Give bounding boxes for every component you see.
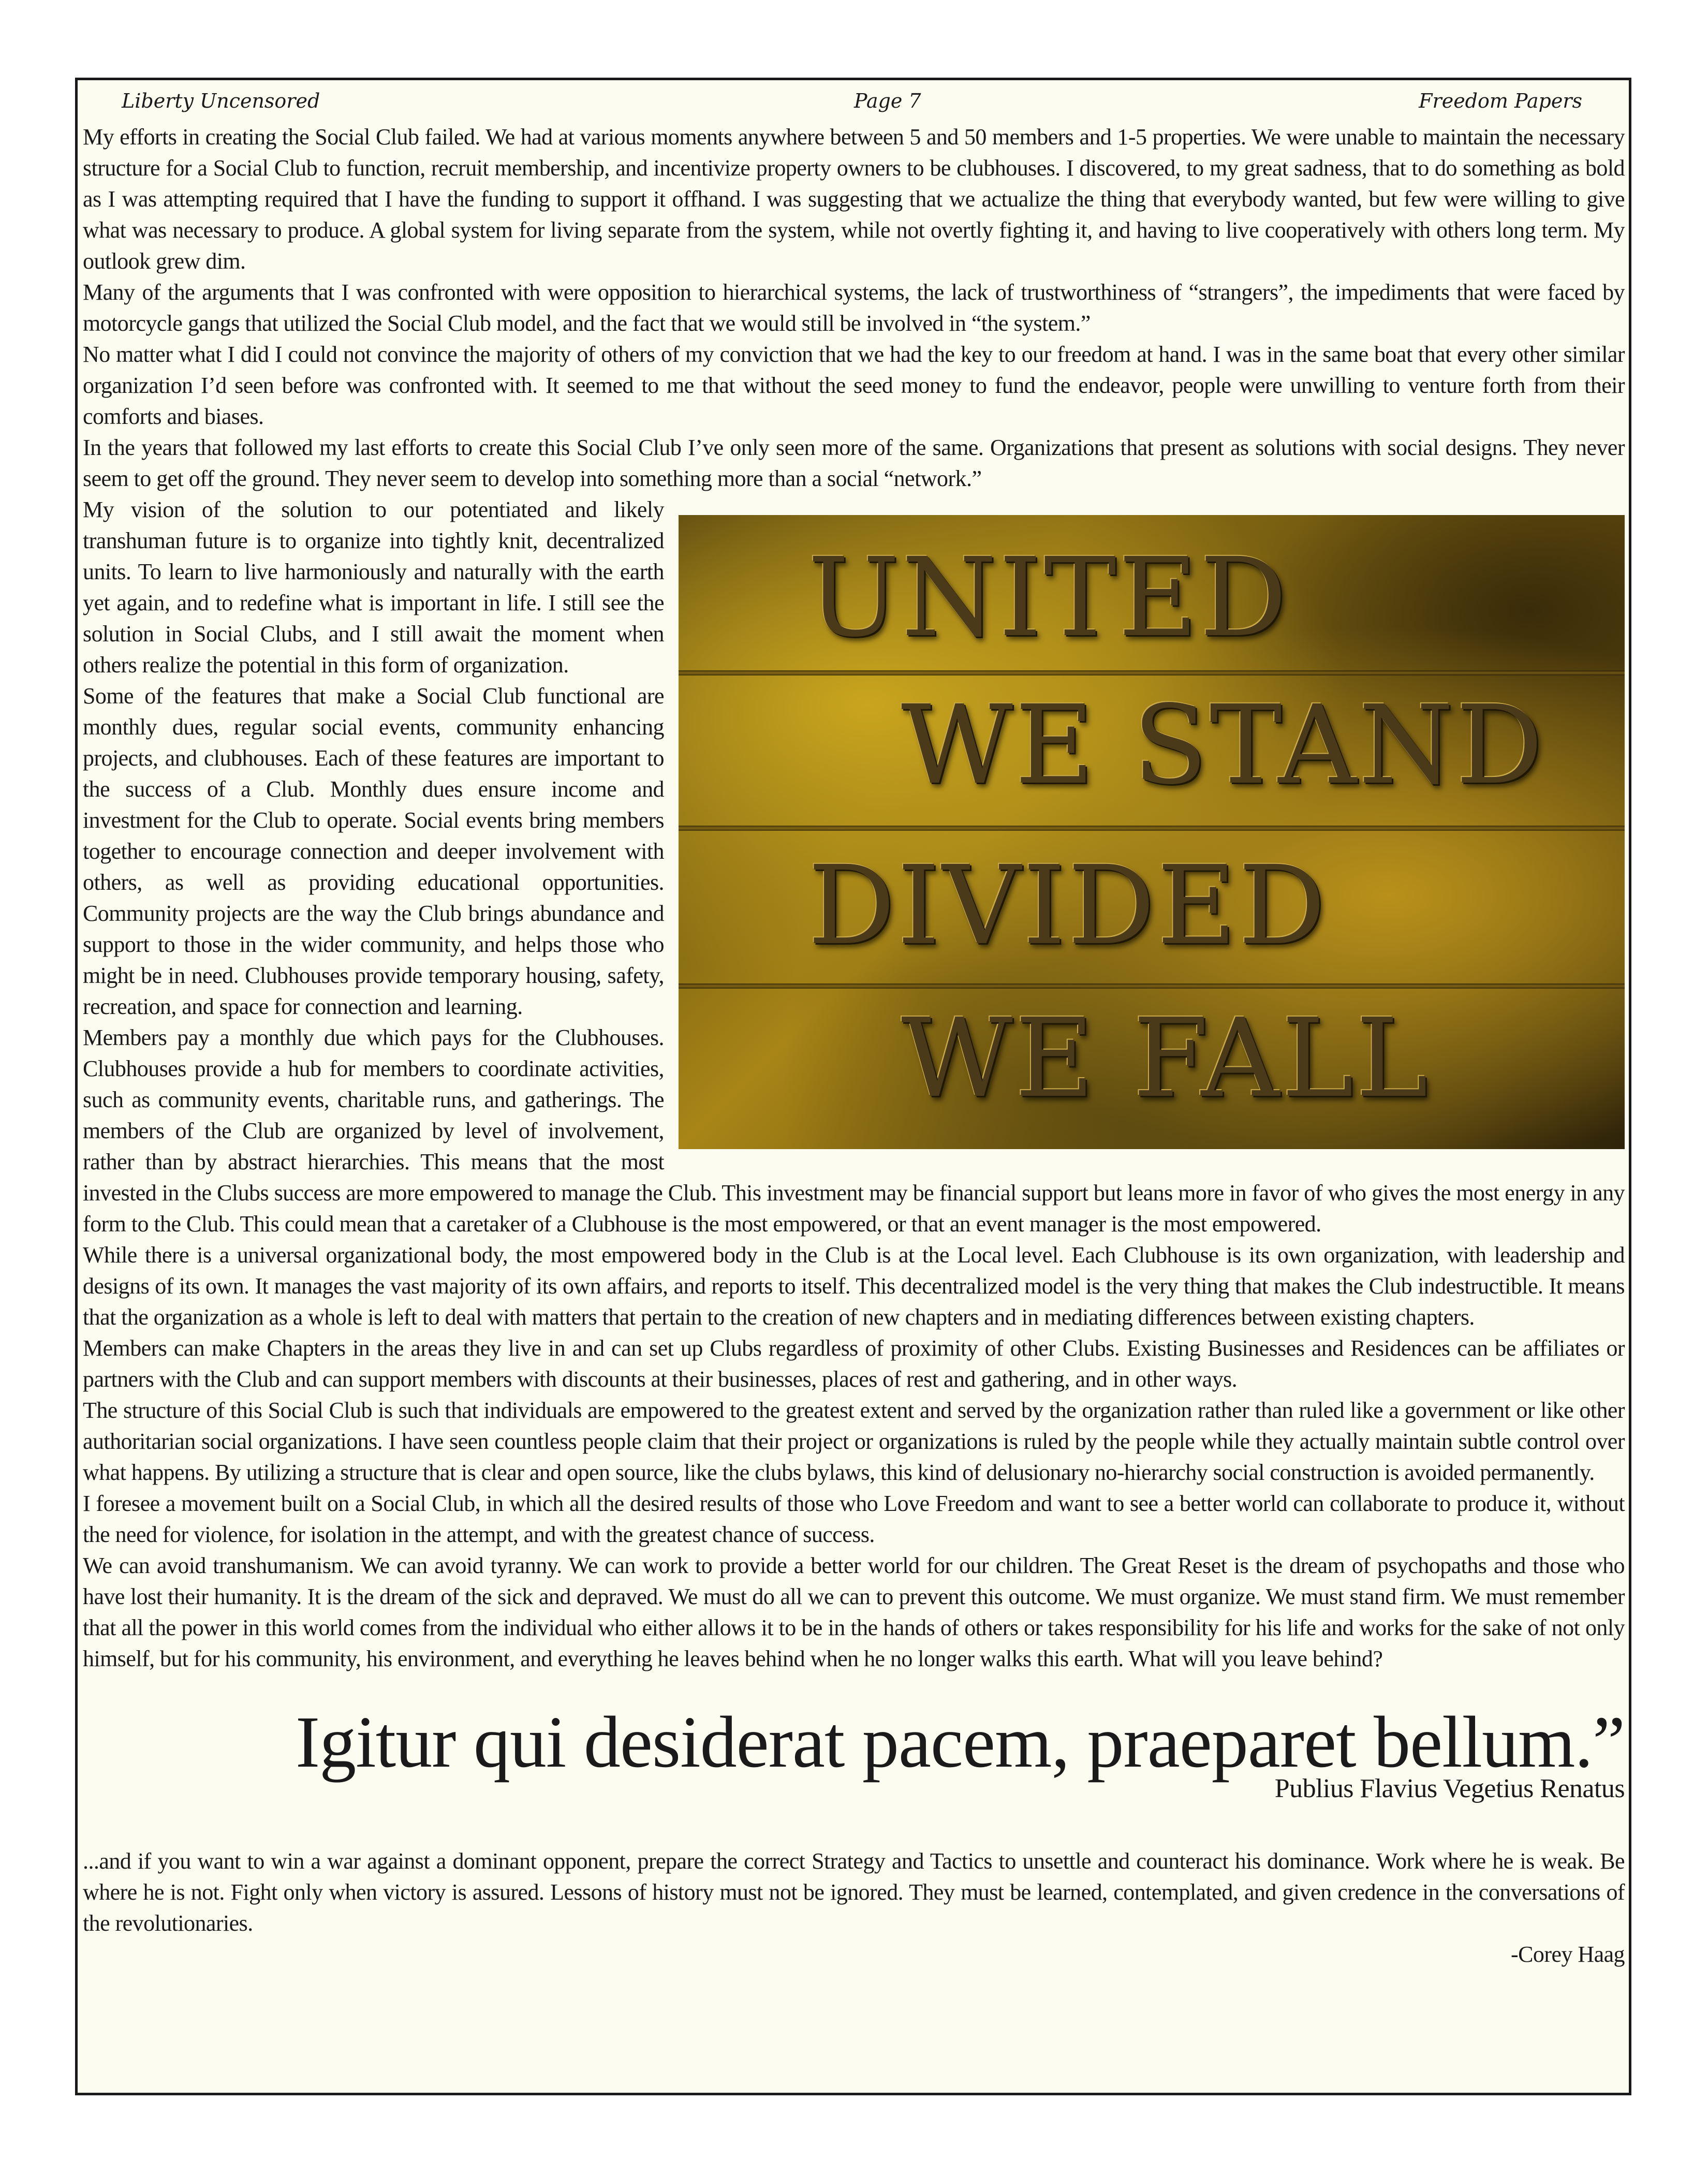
quote-attribution: Publius Flavius Vegetius Renatus [1274, 1774, 1625, 1803]
page-number: Page 7 [854, 90, 921, 112]
page-frame [75, 78, 1631, 2095]
paragraph: Many of the arguments that I was confronted with were opposition to hierarchical systems, the lack of trustworthiness of “strangers”, the impediments that were faced by motorcycle gangs that utilized the Social Club model, and the fact that we would still be involved in “the system.” [83, 280, 1625, 336]
paragraph: Members can make Chapters in the areas they live in and can set up Clubs regardless of proximity of other Clubs. Existing Businesses and Residences can be affiliates or partners with the Club and can support members with discounts at their businesses, places of rest and gathering, and in other ways. [83, 1335, 1625, 1392]
image-text-line: UNITED [808, 534, 1289, 661]
pull-quote [83, 1703, 1625, 1804]
plate-divider [679, 983, 1625, 989]
image-text-line: WE STAND [901, 682, 1545, 809]
paragraph: We can avoid transhumanism. We can avoid tyranny. We can work to provide a better world for our children. The Great Reset is the dream of psychopaths and those who have lost their humanity. It is the dream of the sick and depraved. We must do all we can to prevent this outcome. We must organize. We must stand firm. We must remember that all the power in this world comes from the individual who either allows it to be in the hands of others or takes responsibility for his life and works for the sake of not only himself, but for his community, his environment, and everything he leaves behind when he no longer walks this earth. What will you leave behind? [83, 1553, 1625, 1671]
united-we-stand-image [679, 515, 1625, 1149]
paragraph: No matter what I did I could not convince the majority of others of my conviction that we had the key to our freedom at hand. I was in the same boat that every other similar organization I’d seen before was confronted with. It seemed to me that without the seed money to fund the endeavor, people were unwilling to venture forth from their comforts and biases. [83, 342, 1625, 429]
afterword-paragraph: ...and if you want to win a war against a dominant opponent, prepare the correct Strategy and Tactics to unsettle and counteract his dominance. Work where he is weak. Be where he is not. Fight only when victory is assured. Lessons of history must not be ignored. They must be learned, contemplated, and given credence in the conversations of the revolutionaries. [83, 1848, 1625, 1936]
paragraph: In the years that followed my last efforts to create this Social Club I’ve only seen more of the same. Organizations that present as solutions with social designs. They never seem to get off the ground. They never seem to develop into something more than a social “network.” [83, 435, 1625, 491]
paragraph: The structure of this Social Club is such that individuals are empowered to the greatest extent and served by the organization rather than ruled like a government or like other authoritarian social organizations. I have seen countless people claim that their project or organizations is ruled by the people while they actually maintain subtle control over what happens. By utilizing a structure that is clear and open source, like the clubs bylaws, this kind of delusionary no-hierarchy social construction is avoided permanently. [83, 1398, 1625, 1485]
paragraph: My efforts in creating the Social Club failed. We had at various moments anywhere between 5 and 50 members and 1-5 properties. We were unable to maintain the necessary structure for a Social Club to function, recruit membership, and incentivize property owners to be clubhouses. I discovered, to my great sadness, that to do something as bold as I was attempting required that I have the funding to support it offhand. I was suggesting that we actualize the thing that everybody wanted, but few were willing to give what was necessary to produce. A global system for living separate from the system, while not overtly fighting it, and having to live cooperatively with others long term. My outlook grew dim. [83, 124, 1625, 274]
image-text-line: WE FALL [901, 995, 1430, 1122]
quote-text: Igitur qui desiderat pacem, praeparet bellum.” [295, 1701, 1625, 1783]
plate-divider [679, 826, 1625, 831]
plate-divider [679, 670, 1625, 675]
article-body [83, 122, 1625, 1970]
image-text-line: DIVIDED [808, 842, 1328, 969]
publication-name: Liberty Uncensored [122, 90, 320, 112]
section-name: Freedom Papers [1419, 90, 1582, 112]
paragraph: Some of the features that make a Social Club functional are monthly dues, regular social events, community enhancing projects, and clubhouses. Each of these features are important to the success of a Club. Monthly dues ensure income and investment for the Club to operate. Social events bring members together to encourage connection and deeper involvement with others, as well as providing educational opportunities. Community projects are the way the Club brings abundance and support to those in the wider community, and helps those who might be in need. Clubhouses provide temporary housing, safety, recreation, and space for connection and learning. [83, 683, 664, 1019]
author-signature: -Corey Haag [1511, 1942, 1625, 1967]
paragraph: I foresee a movement built on a Social Club, in which all the desired results of those who Love Freedom and want to see a better world can collaborate to produce it, without the need for violence, for isolation in the attempt, and with the greatest chance of success. [83, 1491, 1625, 1547]
page-header [109, 90, 1582, 121]
paragraph: Members pay a monthly due which pays for the Clubhouses. Clubhouses provide a hub for members to coordinate activities, such as community events, charitable runs, and gatherings. The members of the Club are organized by level of involvement, rather than by abstract hierarchies. This means that the most invested in the Clubs success are more empowered to manage the Club. This investment may be financial support but leans more in favor of who gives the most energy in any form to the Club. This could mean that a caretaker of a Clubhouse is the most empowered, or that an event manager is the most empowered. [83, 1025, 1625, 1237]
paragraph: My vision of the solution to our potentiated and likely transhuman future is to organize into tightly knit, decentralized units. To learn to live harmoniously and naturally with the earth yet again, and to redefine what is important in life. I still see the solution in Social Clubs, and I still await the moment when others realize the potential in this form of organization. [83, 497, 664, 678]
paragraph: While there is a universal organizational body, the most empowered body in the Club is at the Local level. Each Clubhouse is its own organization, with leadership and designs of its own. It manages the vast majority of its own affairs, and reports to itself. This decentralized model is the very thing that makes the Club indestructible. It means that the organization as a whole is left to deal with matters that pertain to the creation of new chapters and in mediating differences between existing chapters. [83, 1242, 1625, 1330]
